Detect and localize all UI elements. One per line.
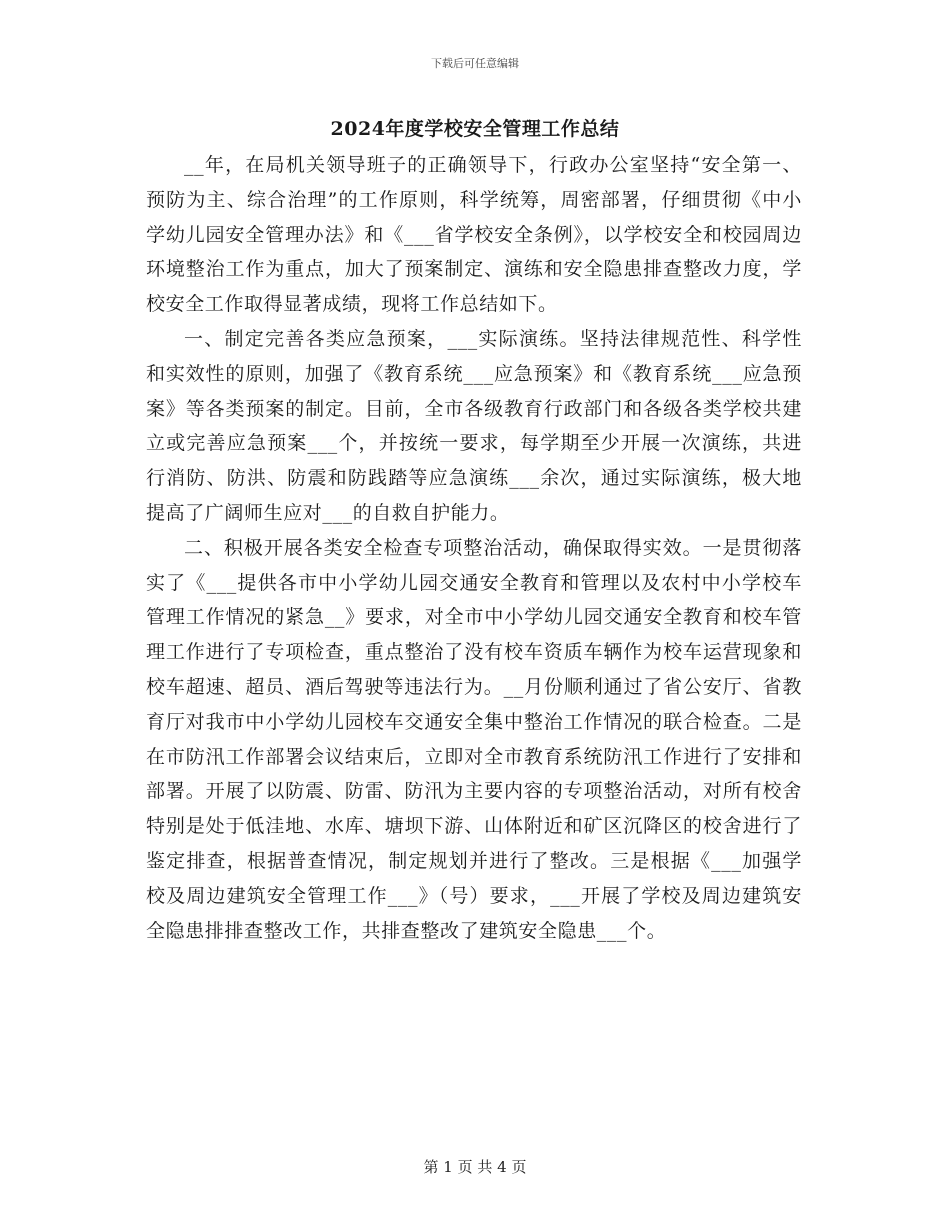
header-note: 下载后可任意编辑 — [431, 57, 519, 70]
page-number: 第 1 页 共 4 页 — [423, 1158, 527, 1176]
paragraph-section-2: 二、积极开展各类安全检查专项整治活动，确保取得实效。一是贯彻落实了《___提供各市中小学幼儿园交通安全教育和管理以及农村中小学校车管理工作情况的紧急__》要求，对全市中小学幼儿园交通安全教育和校车管理工作进行了专项检查，重点整治了没有校车资质车辆作为校车运营现象和校车超速、超员、酒后驾驶等违法行为。__月份顺利通过了省公安厅、省教育厅对我市中小学幼儿园校车交通安全集中整治工作情况的联合检查。二是在市防汛工作部署会议结束后，立即对全市教育系统防汛工作进行了安排和部署。开展了以防震、防雷、防汛为主要内容的专项整治活动，对所有校舍特别是处于低洼地、水库、塘坝下游、山体附近和矿区沉降区的校舍进行了鉴定排查，根据普查情况，制定规划并进行了整改。三是根据《___加强学校及周边建筑安全管理工作___》（号）要求，___开展了学校及周边建筑安全隐患排排查整改工作，共排查整改了建筑安全隐患___个。 — [146, 536, 802, 942]
document-body — [146, 148, 802, 948]
document-title: 2024年度学校安全管理工作总结 — [330, 118, 620, 140]
paragraph-intro: __年，在局机关领导班子的正确领导下，行政办公室坚持“安全第一、预防为主、综合治理”的工作原则，科学统筹，周密部署，仔细贯彻《中小学幼儿园安全管理办法》和《___省学校安全条例》，以学校安全和校园周边环境整治工作为重点，加大了预案制定、演练和安全隐患排查整改力度，学校安全工作取得显著成绩，现将工作总结如下。 — [146, 154, 802, 316]
paragraph-section-1: 一、制定完善各类应急预案，___实际演练。坚持法律规范性、科学性和实效性的原则，加强了《教育系统___应急预案》和《教育系统___应急预案》等各类预案的制定。目前，全市各级教育行政部门和各级各类学校共建立或完善应急预案___个，并按统一要求，每学期至少开展一次演练，共进行消防、防洪、防震和防践踏等应急演练___余次，通过实际演练，极大地提高了广阔师生应对___的自救自护能力。 — [146, 327, 802, 524]
